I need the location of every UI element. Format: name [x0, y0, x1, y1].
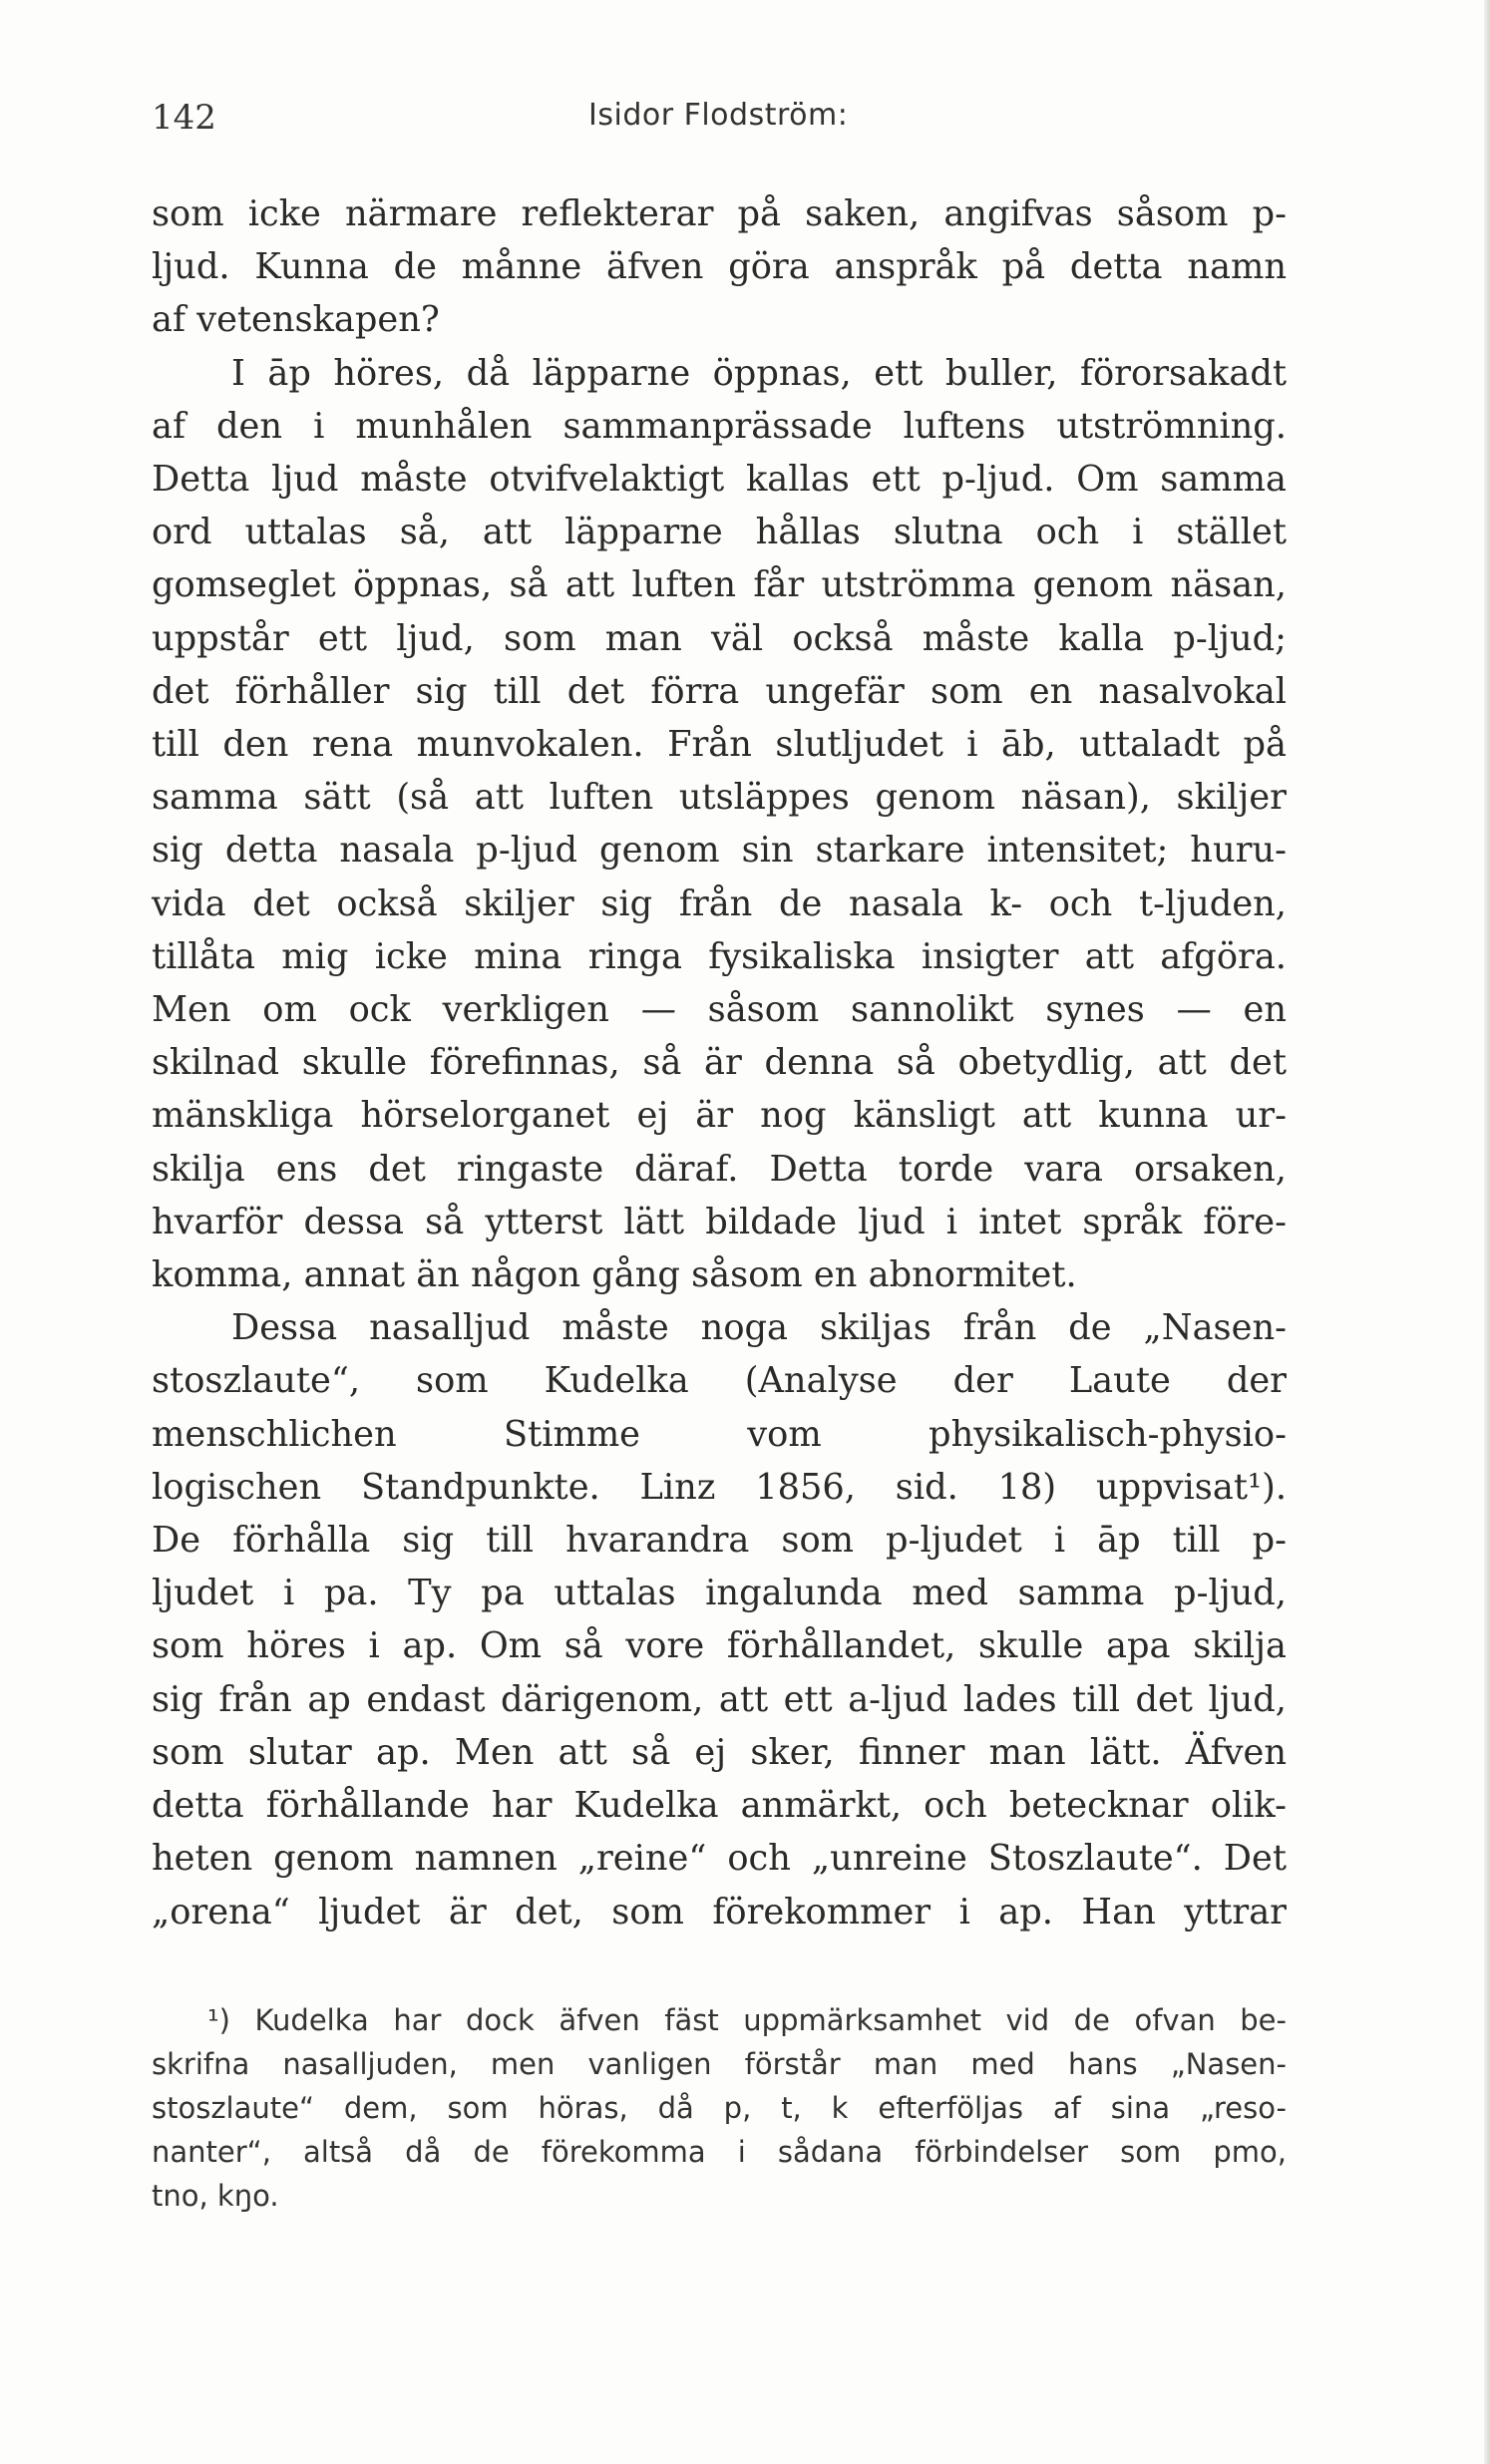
- text-line: gomseglet öppnas, så att luften får utströmma genom näsan,: [152, 564, 1287, 606]
- footnote: [152, 1998, 1287, 2218]
- text-line: samma sätt (så att luften utsläppes genom näsan), skiljer: [152, 777, 1287, 819]
- text-line: till den rena munvokalen. Från slutljudet i āb, uttaladt på: [152, 724, 1287, 766]
- text-line: Men om ock verkligen — såsom sannolikt synes — en: [152, 989, 1287, 1031]
- text-line: det förhåller sig till det förra ungefär som en nasalvokal: [152, 670, 1287, 712]
- text-line: som höres i ap. Om så vore förhållandet, skulle apa skilja: [152, 1625, 1287, 1667]
- text-line: De förhålla sig till hvarandra som p-ljudet i āp till p-: [152, 1520, 1287, 1562]
- text-line: vida det också skiljer sig från de nasala k- och t-ljuden,: [152, 882, 1287, 924]
- text-line: uppstår ett ljud, som man väl också måste kalla p-ljud;: [152, 617, 1287, 659]
- text-line: logischen Standpunkte. Linz 1856, sid. 18) uppvisat¹).: [152, 1466, 1287, 1508]
- text-line: hvarför dessa så ytterst lätt bildade ljud i intet språk före-: [152, 1201, 1287, 1242]
- text-line: af vetenskapen?: [152, 299, 440, 341]
- running-head: Isidor Flodström:: [588, 98, 849, 133]
- text-line: komma, annat än någon gång såsom en abnormitet.: [152, 1254, 1077, 1296]
- page-header: [152, 98, 1289, 148]
- text-line: stoszlaute“, som Kudelka (Analyse der Laute der: [152, 1360, 1287, 1402]
- text-line: ljud. Kunna de månne äfven göra anspråk på detta namn: [152, 246, 1287, 288]
- text-line: som icke närmare reflekterar på saken, angifvas såsom p-: [152, 193, 1287, 234]
- text-line: ljudet i pa. Ty pa uttalas ingalunda med samma p-ljud,: [152, 1573, 1287, 1614]
- text-line: I āp höres, då läpparne öppnas, ett buller, förorsakadt: [231, 352, 1287, 394]
- body-text: [152, 187, 1287, 1938]
- text-line: sig detta nasala p-ljud genom sin starkare intensitet; huru-: [152, 830, 1287, 872]
- text-line: heten genom namnen „reine“ och „unreine Stoszlaute“. Det: [152, 1838, 1287, 1880]
- footnote-line: stoszlaute“ dem, som höras, då p, t, k efterföljas af sina „reso-: [152, 2091, 1287, 2125]
- text-line: sig från ap endast därigenom, att ett a-ljud lades till det ljud,: [152, 1678, 1287, 1720]
- text-line: mänskliga hörselorganet ej är nog känsligt att kunna ur-: [152, 1095, 1287, 1137]
- text-line: ord uttalas så, att läpparne hållas slutna och i stället: [152, 512, 1287, 553]
- page-number: 142: [152, 98, 216, 138]
- text-line: detta förhållande har Kudelka anmärkt, och betecknar olik-: [152, 1785, 1287, 1827]
- footnote-line: skrifna nasalljuden, men vanligen förstår man med hans „Nasen-: [152, 2047, 1287, 2081]
- text-line: som slutar ap. Men att så ej sker, finner man lätt. Äfven: [152, 1731, 1287, 1773]
- footnote-line: nanter“, altså då de förekomma i sådana förbindelser som pmo,: [152, 2135, 1287, 2169]
- text-line: Detta ljud måste otvifvelaktigt kallas ett p-ljud. Om samma: [152, 459, 1287, 501]
- text-line: „orena“ ljudet är det, som förekommer i ap. Han yttrar: [152, 1891, 1287, 1933]
- text-line: skilja ens det ringaste däraf. Detta torde vara orsaken,: [152, 1148, 1287, 1190]
- text-line: skilnad skulle förefinnas, så är denna så obetydlig, att det: [152, 1042, 1287, 1084]
- text-line: tillåta mig icke mina ringa fysikaliska insigter att afgöra.: [152, 935, 1287, 977]
- page-edge: [1484, 0, 1490, 2464]
- text-line: Dessa nasalljud måste noga skiljas från de „Nasen-: [231, 1307, 1287, 1349]
- text-line: menschlichen Stimme vom physikalisch-physio-: [152, 1413, 1287, 1455]
- text-line: af den i munhålen sammanprässade luftens utströmning.: [152, 405, 1287, 447]
- footnote-line: tno, kŋo.: [152, 2179, 279, 2213]
- footnote-line: ¹) Kudelka har dock äfven fäst uppmärksamhet vid de ofvan be-: [207, 2003, 1287, 2037]
